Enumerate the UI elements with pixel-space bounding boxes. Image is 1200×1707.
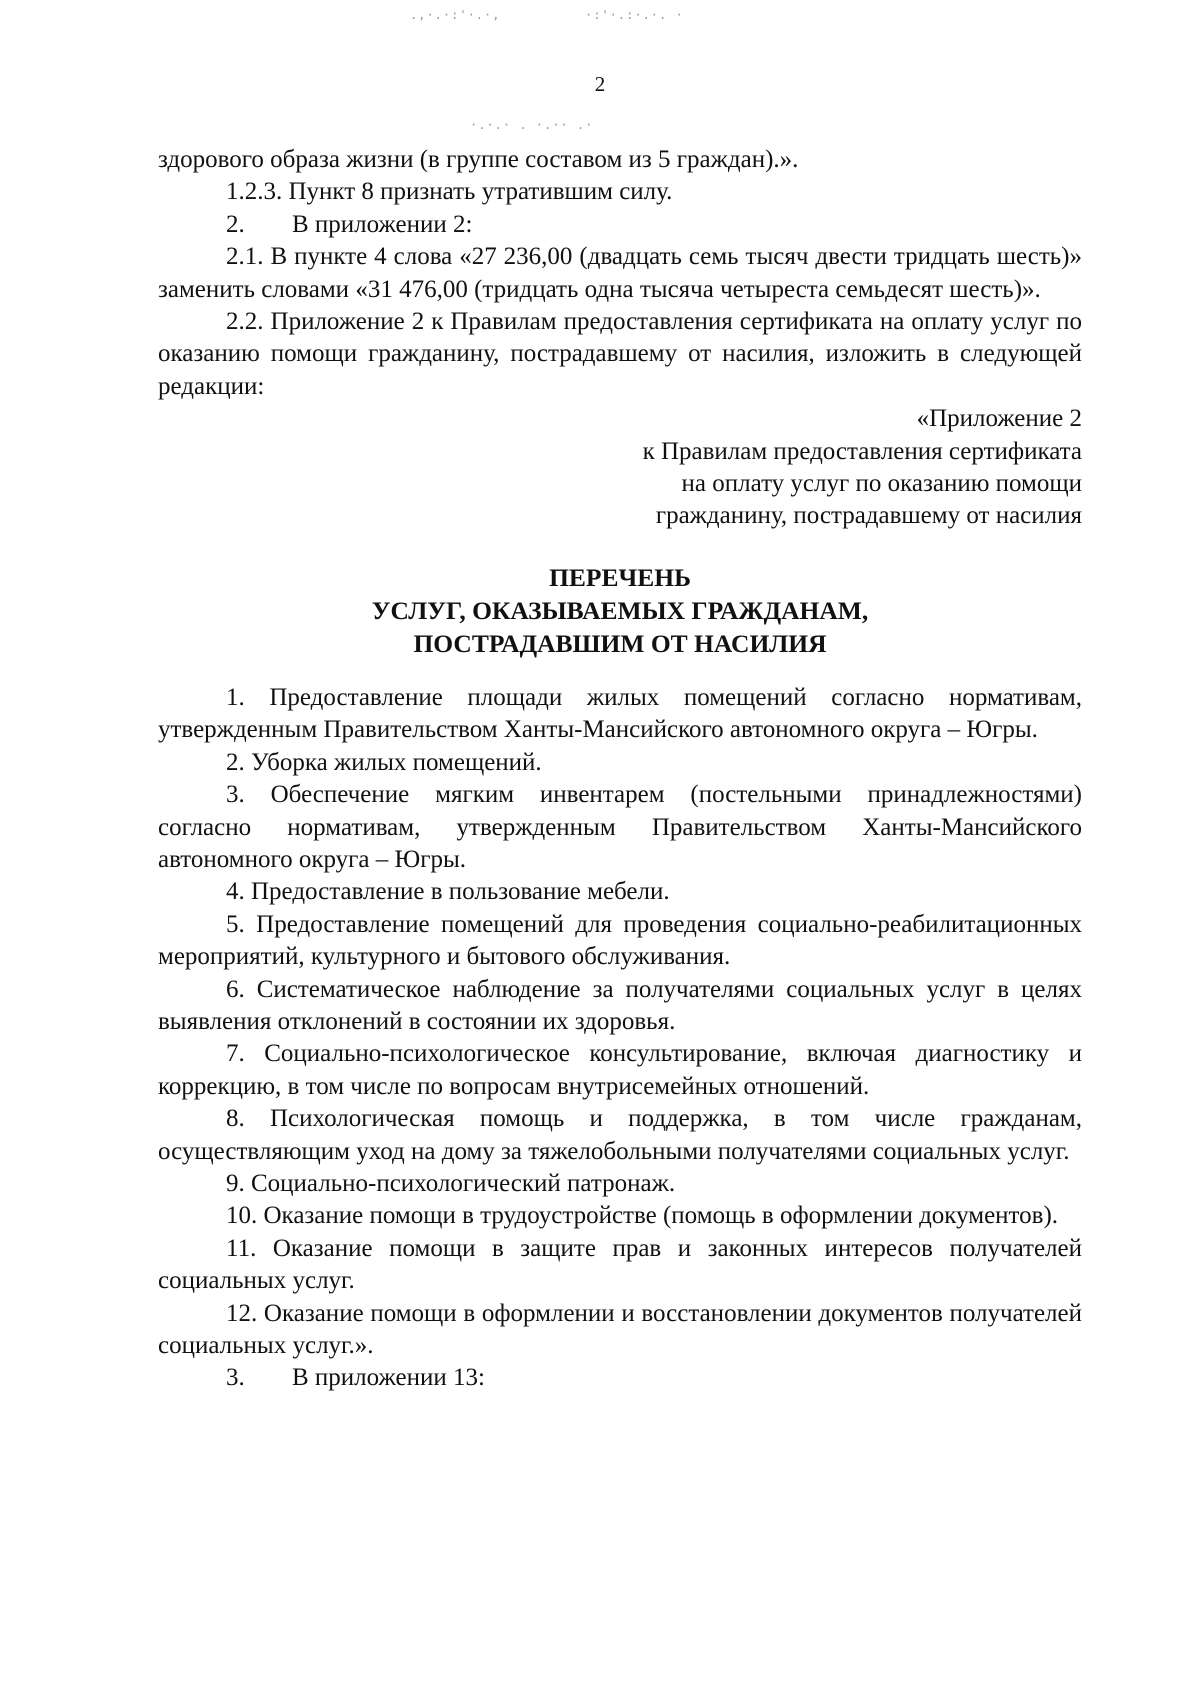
appendix-line: гражданину, пострадавшему от насилия <box>655 502 1082 530</box>
scan-noise: ·:'·.:·.·. · <box>585 8 684 22</box>
service-item: 9. Социально-психологический патронаж. <box>226 1169 676 1197</box>
item-number: 3. <box>226 1364 245 1392</box>
item-text: В пункте 4 слова «27 236,00 (двадцать семь тысяч двести тридцать шесть)» заменить словами «31 476,00 (тридцать одна тысяча четыреста семьдесят шесть)». <box>158 243 1082 303</box>
service-item: 6. Систематическое наблюдение за получателями социальных услуг в целях выявления отклонений в состоянии их здоровья. <box>158 975 1082 1035</box>
item-text: В приложении 2: <box>292 210 473 238</box>
item-text: Приложение 2 к Правилам предоставления сертификата на оплату услуг по оказанию помощи гражданину, пострадавшему от насилия, изложить в следующей редакции: <box>158 308 1083 400</box>
service-item: 4. Предоставление в пользование мебели. <box>226 878 670 906</box>
appendix-line: к Правилам предоставления сертификата <box>642 437 1082 465</box>
document-title <box>158 561 1082 660</box>
title-line: ПОСТРАДАВШИМ ОТ НАСИЛИЯ <box>413 628 827 658</box>
paragraph-item-3 <box>158 1362 1082 1394</box>
service-item: 10. Оказание помощи в трудоустройстве (помощь в оформлении документов). <box>226 1202 1059 1230</box>
service-item: 12. Оказание помощи в оформлении и восстановлении документов получателей социальных услуг.». <box>158 1299 1082 1359</box>
item-number: 2.2. <box>226 308 264 336</box>
scan-noise: .,·.·:'·.·, <box>410 8 501 22</box>
title-line: ПЕРЕЧЕНЬ <box>549 562 691 592</box>
paragraph-item-2 <box>158 209 1082 241</box>
page-number: 2 <box>594 72 606 96</box>
service-item: 5. Предоставление помещений для проведения социально-реабилитационных мероприятий, культурного и бытового обслуживания. <box>158 910 1082 971</box>
service-item: 8. Психологическая помощь и поддержка, в том числе гражданам, осуществляющим уход на дому за тяжелобольными получателями социальных услуг. <box>158 1105 1082 1165</box>
item-number: 2.1. <box>226 243 264 271</box>
services-list <box>158 682 1082 1363</box>
title-line: УСЛУГ, ОКАЗЫВАЕМЫХ ГРАЖДАНАМ, <box>371 595 869 625</box>
service-item: 2. Уборка жилых помещений. <box>226 748 542 776</box>
appendix-header <box>158 403 1082 533</box>
service-item: 1. Предоставление площади жилых помещений согласно нормативам, утвержденным Правительством Ханты-Мансийского автономного округа – Югры. <box>158 683 1082 744</box>
scan-noise: ·.·.· . ·.·· .· <box>470 118 594 132</box>
paragraph-intro-2: 1.2.3. Пункт 8 признать утратившим силу. <box>226 178 673 206</box>
item-text: В приложении 13: <box>292 1364 485 1392</box>
service-item: 7. Социально-психологическое консультирование, включая диагностику и коррекцию, в том числе по вопросам внутрисемейных отношений. <box>158 1040 1082 1100</box>
paragraph-intro-1: здорового образа жизни (в группе составом из 5 граждан).». <box>158 146 799 173</box>
service-item: 11. Оказание помощи в защите прав и законных интересов получателей социальных услуг. <box>158 1234 1082 1295</box>
service-item: 3. Обеспечение мягким инвентарем (постельными принадлежностями) согласно нормативам, утвержденным Правительством Ханты-Мансийского автономного округа – Югры. <box>158 781 1082 873</box>
appendix-line: на оплату услуг по оказанию помощи <box>681 470 1082 498</box>
item-number: 2. <box>226 210 245 238</box>
document-body <box>158 144 1082 1395</box>
paragraph-item-2-1 <box>158 241 1082 306</box>
appendix-line: «Приложение 2 <box>916 405 1082 433</box>
paragraph-item-2-2 <box>158 306 1082 403</box>
